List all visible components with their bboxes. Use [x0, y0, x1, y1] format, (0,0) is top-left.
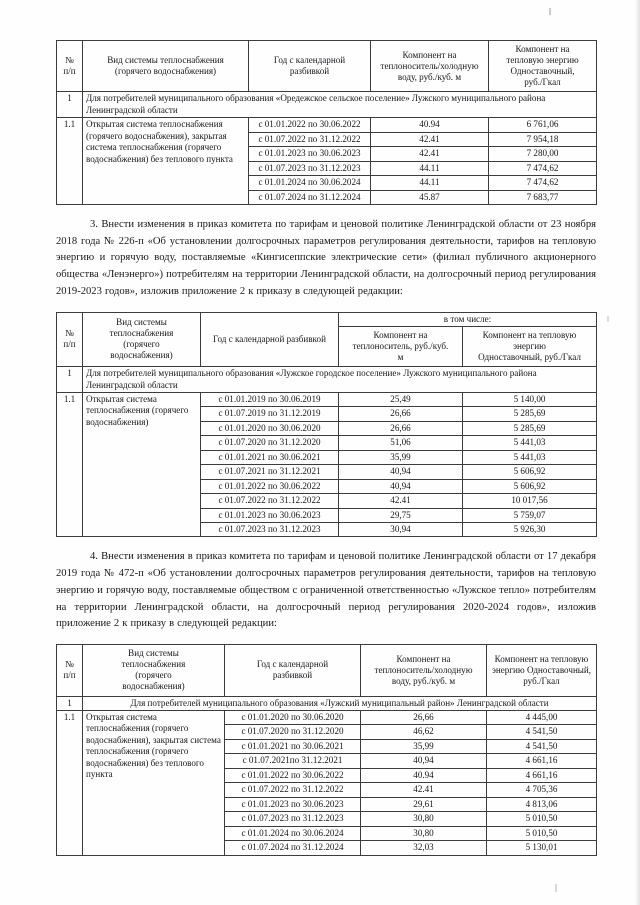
header-line: теплоноситель, руб./куб.	[352, 340, 449, 351]
header-line: Компонент на	[396, 653, 451, 664]
col-header-including: в том числе:	[339, 312, 597, 326]
group-row-text: Для потребителей муниципального образования «Оредежское сельское поселение» Лужского муниципального района Ленинградской области	[83, 92, 597, 118]
coolant-value: 42.41	[361, 783, 487, 797]
period-cell: с 01.07.2022 по 31.12.2022	[225, 783, 361, 797]
heat-value: 7 683,77	[489, 190, 597, 204]
period-cell: с 01.01.2024 по 30.06.2024	[249, 176, 371, 190]
heat-value: 6 761,06	[489, 118, 597, 132]
table-row	[57, 710, 597, 724]
coolant-value: 46,62	[361, 725, 487, 739]
heat-value: 4 541,50	[487, 739, 597, 753]
coolant-value: 30,94	[339, 523, 463, 537]
header-line: энергию Одноставочный,	[491, 664, 592, 675]
heat-value: 5 606,92	[463, 465, 597, 479]
col-header-number	[57, 645, 83, 696]
coolant-value: 26,66	[339, 421, 463, 435]
col-header-component-heat	[489, 41, 597, 92]
header-line: (горячего	[135, 670, 172, 681]
heat-value: 5 140,00	[463, 392, 597, 406]
header-line: №	[65, 328, 74, 339]
header-line: теплоснабжения	[109, 328, 174, 339]
item-kind: Открытая система теплоснабжения (горячего водоснабжения)	[83, 392, 201, 537]
period-cell: с 01.07.2023 по 31.12.2023	[225, 812, 361, 826]
heat-value: 7 954,18	[489, 132, 597, 146]
header-line: Одноставочный,	[510, 66, 575, 77]
col-header-component-heat	[487, 645, 597, 696]
header-line: Компонент на	[515, 44, 570, 54]
header-line: тепловую энергию	[506, 55, 579, 66]
header-line: Компонент на тепловую	[482, 329, 577, 340]
period-cell: с 01.07.2023 по 31.12.2023	[249, 161, 371, 175]
header-line: воду, руб./куб. м	[397, 71, 462, 82]
table-group-row	[57, 367, 597, 393]
col-header-number	[57, 41, 83, 92]
period-cell: с 01.07.2022 по 31.12.2022	[201, 494, 339, 508]
heat-value: 5 010,50	[487, 826, 597, 840]
period-cell: с 01.07.2023 по 31.12.2023	[201, 523, 339, 537]
coolant-value: 51,06	[339, 436, 463, 450]
table-group-row	[57, 696, 597, 710]
header-line: разбивкой	[272, 670, 313, 681]
header-line: теплоноситель/холодную	[380, 60, 479, 71]
table-group-row	[57, 92, 597, 118]
col-header-year: Год с календарной разбивкой	[201, 312, 339, 366]
group-row-text: Для потребителей муниципального образования «Лужский муниципальный район» Ленинградской области	[83, 696, 597, 710]
heat-value: 5 285,69	[463, 407, 597, 421]
heat-value: 5 130,01	[487, 841, 597, 855]
header-line: воду, руб./куб. м	[391, 675, 456, 686]
header-line: №	[65, 659, 74, 670]
item-number: 1.1	[57, 118, 83, 205]
coolant-value: 30,80	[361, 812, 487, 826]
coolant-value: 30,80	[361, 826, 487, 840]
coolant-value: 42.41	[371, 132, 489, 146]
tariff-table-luzhskiy-rayon	[56, 644, 597, 855]
col-header-number	[57, 312, 83, 366]
heat-value: 5 926,30	[463, 523, 597, 537]
period-cell: с 01.01.2022 по 30.06.2022	[201, 479, 339, 493]
period-cell: с 01.01.2023 по 30.06.2023	[225, 797, 361, 811]
header-line: водоснабжения)	[122, 681, 185, 692]
item-number: 1.1	[57, 392, 83, 537]
header-line: Компонент на тепловую	[494, 653, 589, 664]
heat-value: 7 474,62	[489, 176, 597, 190]
scan-artifact-bottom	[555, 884, 557, 892]
coolant-value: 44.11	[371, 161, 489, 175]
header-line: руб./Гкал	[524, 77, 561, 88]
col-header-year	[225, 645, 361, 696]
col-header-year	[249, 41, 371, 92]
tariff-table-oredezhskoe	[56, 40, 597, 205]
header-line: Компонент на	[402, 49, 457, 60]
col-header-component-coolant	[339, 326, 463, 366]
scan-artifact-top	[549, 8, 551, 15]
coolant-value: 40,94	[339, 465, 463, 479]
period-cell: с 01.07.2022 по 31.12.2022	[249, 132, 371, 146]
page-edge-shadow	[635, 0, 640, 905]
heat-value: 4 661,16	[487, 768, 597, 782]
coolant-value: 42.41	[371, 147, 489, 161]
coolant-value: 40.94	[361, 768, 487, 782]
heat-value: 7 474,62	[489, 161, 597, 175]
heat-value: 4 445,00	[487, 710, 597, 724]
coolant-value: 44.11	[371, 176, 489, 190]
coolant-value: 40.94	[371, 118, 489, 132]
table-header-row	[57, 41, 597, 92]
header-line: Вид системы	[128, 648, 179, 659]
heat-value: 5 759,07	[463, 508, 597, 522]
period-cell: с 01.07.2021 по 31.12.2021	[201, 465, 339, 479]
coolant-value: 35,99	[361, 739, 487, 753]
coolant-value: 25,49	[339, 392, 463, 406]
heat-value: 5 285,69	[463, 421, 597, 435]
table-header-row-top	[57, 312, 597, 326]
group-row-text: Для потребителей муниципального образования «Лужское городское поселение» Лужского муниципального района Ленинградской области	[83, 367, 597, 393]
header-line: теплоноситель/холодную	[374, 664, 473, 675]
item-number: 1.1	[57, 710, 83, 855]
heat-value: 4 661,16	[487, 754, 597, 768]
table-row	[57, 118, 597, 132]
coolant-value: 26,66	[339, 407, 463, 421]
group-row-number: 1	[57, 367, 83, 393]
header-line: п/п	[63, 339, 76, 350]
col-header-system-kind	[83, 41, 249, 92]
item-kind: Открытая система теплоснабжения (горячего водоснабжения), закрытая система теплоснабжения (горячего водоснабжения) без теплового пункта	[83, 118, 249, 205]
header-line: (горячего	[123, 339, 160, 350]
paragraph-3: 3. Внести изменения в приказ комитета по тарифам и ценовой политике Ленинградской области от 23 ноября 2018 года № 226-п «Об установлении долгосрочных параметров регулирования деятельности, тарифов на тепловую энергию и горячую воду, поставляемые «Кингисеппские электрические сети» (филиал публичного акционерного общества «Ленэнерго») потребителям на территории Ленинградской области, на долгосрочный период регулирования 2019-2023 годов», изложив приложение 2 к приказу в следующей редакции:	[56, 219, 596, 297]
period-cell: с 01.07.2024 по 31.12.2024	[225, 841, 361, 855]
header-line: Год с календарной	[273, 55, 346, 66]
coolant-value: 35,99	[339, 450, 463, 464]
col-header-system-kind	[83, 312, 201, 366]
header-line: Вид системы теплоснабжения	[107, 55, 224, 66]
group-row-number: 1	[57, 92, 83, 118]
document-content	[56, 40, 596, 856]
heat-value: 5 441,03	[463, 450, 597, 464]
heat-value: 4 705,36	[487, 783, 597, 797]
tariff-table-luzhskoe-gorodskoe	[56, 312, 597, 538]
period-cell: с 01.01.2021 по 30.06.2021	[225, 739, 361, 753]
heat-value: 5 010,50	[487, 812, 597, 826]
period-cell: с 01.07.2020 по 31.12.2020	[201, 436, 339, 450]
period-cell: с 01.01.2023 по 30.06.2023	[201, 508, 339, 522]
period-cell: с 01.07.2020 по 31.12.2020	[225, 725, 361, 739]
heat-value: 4 541,50	[487, 725, 597, 739]
scan-artifact-right-mid	[607, 316, 609, 322]
col-header-component-coolant	[371, 41, 489, 92]
header-line: Компонент на	[373, 329, 428, 340]
col-header-system-kind	[83, 645, 225, 696]
coolant-value: 45.87	[371, 190, 489, 204]
header-line: теплоснабжения	[121, 659, 186, 670]
heat-value: 10 017,56	[463, 494, 597, 508]
header-line: руб./Гкал	[523, 675, 560, 686]
period-cell: с 01.01.2023 по 30.06.2023	[249, 147, 371, 161]
col-header-component-heat	[463, 326, 597, 366]
coolant-value: 40,94	[339, 479, 463, 493]
col-header-component-coolant	[361, 645, 487, 696]
item-kind: Открытая система теплоснабжения (горячего водоснабжения), закрытая система теплоснабжения (горячего водоснабжения) без теплового пункта	[83, 710, 225, 855]
heat-value: 4 813,06	[487, 797, 597, 811]
header-line: п/п	[63, 66, 76, 77]
coolant-value: 26,66	[361, 710, 487, 724]
header-line: разбивкой	[289, 66, 330, 77]
period-cell: с 01.01.2019 по 30.06.2019	[201, 392, 339, 406]
table-row	[57, 392, 597, 406]
coolant-value: 42.41	[339, 494, 463, 508]
period-cell: с 01.07.2019 по 31.12.2019	[201, 407, 339, 421]
header-line: п/п	[63, 670, 76, 681]
heat-value: 7 280,00	[489, 147, 597, 161]
heat-value: 5 606,92	[463, 479, 597, 493]
header-line: энергию	[513, 340, 546, 351]
table-header-row	[57, 645, 597, 696]
heat-value: 5 441,03	[463, 436, 597, 450]
header-line: Год с календарной	[256, 659, 329, 670]
period-cell: с 01.01.2021 по 30.06.2021	[201, 450, 339, 464]
coolant-value: 32,03	[361, 841, 487, 855]
paragraph-4: 4. Внести изменения в приказ комитета по тарифам и ценовой политике Ленинградской области от 17 декабря 2019 года № 472-п «Об установлении долгосрочных параметров регулирования деятельности, тарифов на тепловую энергию и горячую воду, поставляемые обществом с ограниченной ответственностью «Лужское тепло» потребителям на территории Ленинградской области, на долгосрочный период регулирования 2020-2024 годов», изложив приложение 2 к приказу в следующей редакции:	[56, 551, 596, 630]
header-line: водоснабжения)	[110, 350, 173, 361]
period-cell: с 01.01.2022 по 30.06.2022	[249, 118, 371, 132]
coolant-value: 29,61	[361, 797, 487, 811]
group-row-number: 1	[57, 696, 83, 710]
coolant-value: 40,94	[361, 754, 487, 768]
header-line: м	[397, 351, 404, 362]
header-line: Одноставочный, руб./Гкал	[478, 351, 581, 362]
period-cell: с 01.07.2021по 31.12.2021	[225, 754, 361, 768]
period-cell: с 01.07.2024 по 31.12.2024	[249, 190, 371, 204]
header-line: №	[65, 55, 74, 66]
header-line: Вид системы	[116, 317, 167, 328]
period-cell: с 01.01.2020 по 30.06.2020	[225, 710, 361, 724]
period-cell: с 01.01.2024 по 30.06.2024	[225, 826, 361, 840]
header-line: (горячего водоснабжения)	[114, 66, 217, 77]
period-cell: с 01.01.2020 по 30.06.2020	[201, 421, 339, 435]
period-cell: с 01.01.2022 по 30.06.2022	[225, 768, 361, 782]
coolant-value: 29,75	[339, 508, 463, 522]
